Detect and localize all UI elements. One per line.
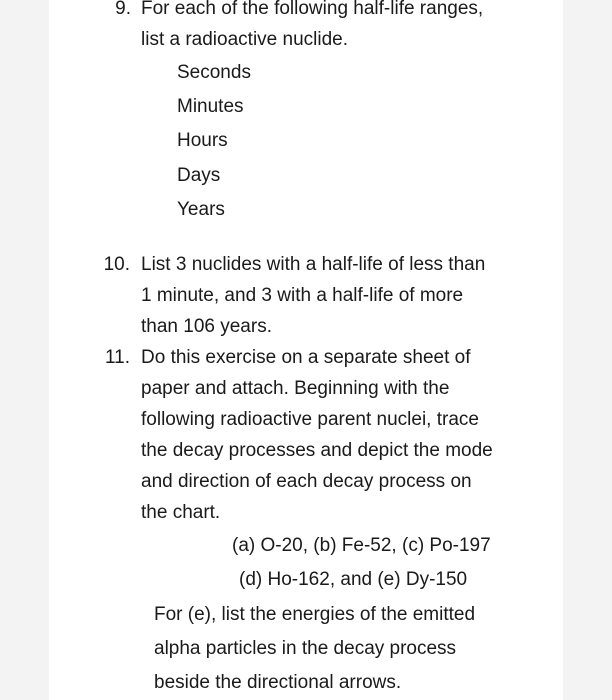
- question-text-line: than 106 years.: [141, 316, 272, 337]
- question-number: 10.: [103, 254, 130, 275]
- question-text-line: Do this exercise on a separate sheet of: [141, 347, 471, 368]
- document-page: [49, 0, 563, 700]
- question-text-line: the chart.: [141, 502, 221, 523]
- question-text-line: following radioactive parent nuclei, trace: [141, 409, 479, 430]
- range-seconds: Seconds: [177, 62, 251, 83]
- question-number: 9.: [115, 0, 131, 19]
- question-number: 11.: [104, 347, 130, 368]
- parent-nuclei-line-2: (d) Ho-162, and (e) Dy-150: [239, 569, 468, 590]
- question-text-line: For each of the following half-life ranges,: [141, 0, 484, 19]
- question-text-line: List 3 nuclides with a half-life of less than: [141, 254, 486, 275]
- followup-text-line: For (e), list the energies of the emitted: [154, 604, 476, 625]
- range-days: Days: [177, 165, 221, 186]
- question-text-line: and direction of each decay process on: [141, 471, 472, 492]
- question-text-line: paper and attach. Beginning with the: [141, 378, 450, 399]
- followup-text-line: beside the directional arrows.: [154, 672, 402, 693]
- question-text-line: 1 minute, and 3 with a half-life of more: [141, 285, 464, 306]
- followup-text-line: alpha particles in the decay process: [154, 638, 457, 659]
- range-hours: Hours: [177, 130, 228, 151]
- range-years: Years: [177, 199, 225, 220]
- question-text-line: the decay processes and depict the mode: [141, 440, 493, 461]
- parent-nuclei-line-1: (a) O-20, (b) Fe-52, (c) Po-197: [232, 535, 491, 556]
- question-11-followup: [154, 598, 475, 700]
- question-text-line: list a radioactive nuclide.: [141, 29, 348, 50]
- range-minutes: Minutes: [177, 96, 244, 117]
